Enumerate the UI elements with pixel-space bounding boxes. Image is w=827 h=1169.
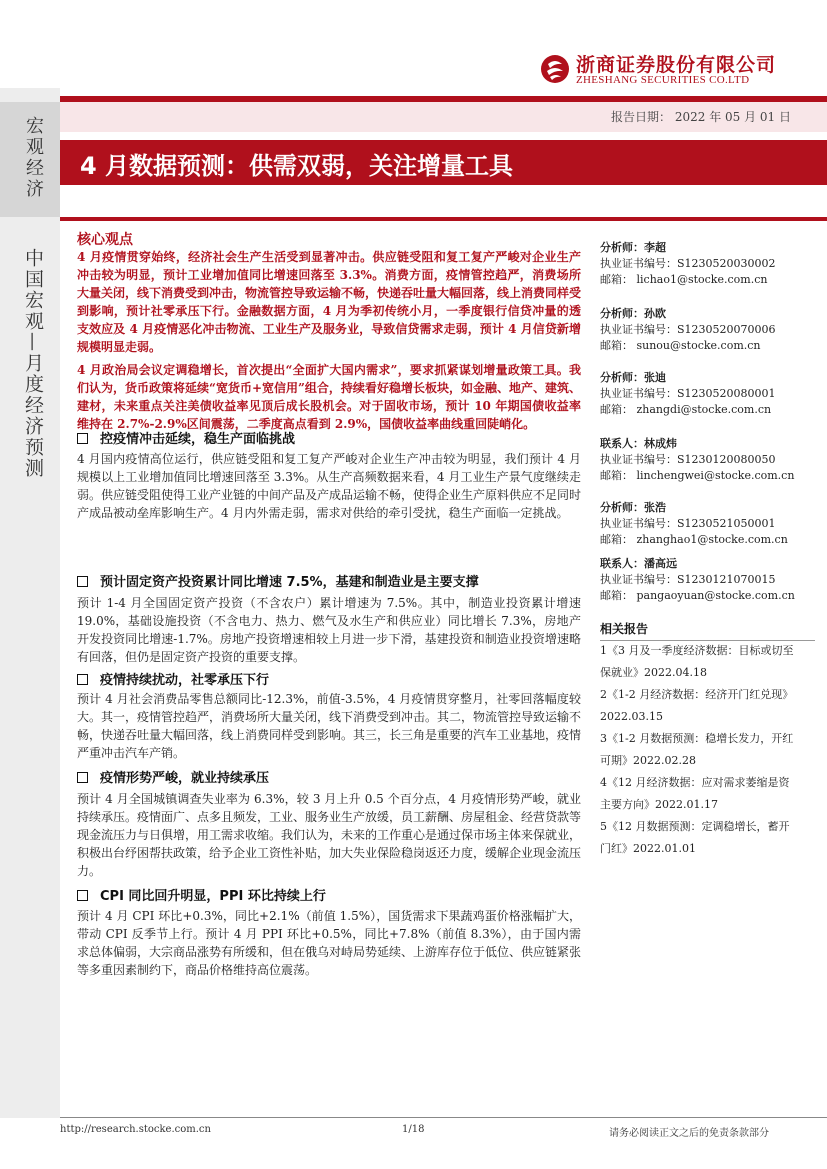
related-report-link[interactable]: 2《1-2 月经济数据：经济开门红兑现》2022.03.15 bbox=[600, 688, 794, 723]
section-body: 预计 4 月全国城镇调查失业率为 6.3%，较 3 月上升 0.5 个百分点，4 月疫情形势严峻，就业持续承压。疫情面广、点多且频发，工业、服务业生产放缓，员工薪酬、房屋租金、经营贷款等现金流压力与日俱增，用工需求收缩。我们认为，未来的工作重心是通过保市场主体来保就业，积极出台纾困帮扶政策，给予企业工资性补贴，加大失业保险稳岗返还力度，缓解企业现金流压力。 bbox=[77, 792, 582, 878]
analyst-card: 联系人：潘高远 执业证书编号：S1230121070015 邮箱： pangaoyuan@stocke.com.cn bbox=[600, 557, 795, 602]
section-title: CPI 同比回升明显，PPI 环比持续上行 bbox=[77, 885, 326, 904]
footer-divider bbox=[60, 1117, 827, 1118]
section-title: 控疫情冲击延续，稳生产面临挑战 bbox=[77, 428, 295, 447]
checkbox-bullet-icon bbox=[77, 674, 88, 685]
report-title: 4 月数据预测：供需双弱，关注增量工具 bbox=[80, 152, 514, 180]
section-title: 疫情持续扰动，社零承压下行 bbox=[77, 669, 269, 688]
checkbox-bullet-icon bbox=[77, 433, 88, 444]
analyst-card: 分析师：张浩 执业证书编号：S1230521050001 邮箱： zhanghao1@stocke.com.cn bbox=[600, 501, 788, 546]
analyst-card: 分析师：张迪 执业证书编号：S1230520080001 邮箱： zhangdi@stocke.com.cn bbox=[600, 371, 776, 416]
page-number: 1/18 bbox=[402, 1124, 425, 1135]
section-title: 预计固定资产投资累计同比增速 7.5%，基建和制造业是主要支撑 bbox=[77, 571, 479, 590]
report-date: 报告日期： 2022 年 05 月 01 日 bbox=[611, 110, 791, 124]
related-reports-heading: 相关报告 bbox=[600, 622, 649, 636]
analyst-card: 分析师：李超 执业证书编号：S1230520030002 邮箱： lichao1@stocke.com.cn bbox=[600, 241, 776, 286]
core-heading: 核心观点 bbox=[77, 232, 133, 248]
footer-disclaimer: 请务必阅读正文之后的免责条款部分 bbox=[609, 1128, 769, 1139]
related-report-link[interactable]: 5《12 月数据预测：定调稳增长，蓄开门红》2022.01.01 bbox=[600, 820, 790, 855]
related-report-link[interactable]: 1《3 月及一季度经济数据：目标或切至保就业》2022.04.18 bbox=[600, 644, 794, 679]
section-title: 疫情形势严峻，就业持续承压 bbox=[77, 767, 269, 786]
section-body: 预计 4 月社会消费品零售总额同比-12.3%，前值-3.5%，4 月疫情贯穿整月，社零回落幅度较大。其一，疫情管控趋严，消费场所大量关闭，线下消费受到冲击。其二，物流管控导致运输不畅，快递吞吐量大幅回落，线上消费同样受到影响。其三，长三角是重要的汽车工业基地，疫情严重冲击汽车产销。 bbox=[77, 692, 582, 760]
company-name-cn: 浙商证券股份有限公司 bbox=[576, 54, 777, 76]
company-logo-icon bbox=[540, 54, 570, 84]
title-underline bbox=[60, 217, 827, 221]
left-sidebar bbox=[0, 88, 60, 1118]
subcategory-label: 中国宏观—月度经济预测 bbox=[22, 248, 44, 479]
checkbox-bullet-icon bbox=[77, 576, 88, 587]
checkbox-bullet-icon bbox=[77, 772, 88, 783]
analyst-card: 分析师：孙欧 执业证书编号：S1230520070006 邮箱： sunou@stocke.com.cn bbox=[600, 307, 776, 352]
section-body: 预计 1-4 月全国固定资产投资（不含农户）累计增速为 7.5%。其中，制造业投资累计增速 19.0%，基础设施投资（不含电力、热力、燃气及水生产和供应业）同比增长 7.3%，房地产开发投资同比增速-1.7%。房地产投资增速相较上月进一步下滑，基建投资和制造业投资增速略有回落，但仍是固定资产投资的重要支撑。 bbox=[77, 596, 581, 664]
category-label: 宏观经济 bbox=[23, 116, 44, 200]
section-body: 4 月国内疫情高位运行，供应链受阻和复工复产严峻对企业生产冲击较为明显，我们预计 4 月规模以上工业增加值同比增速回落至 3.3%。从生产高频数据来看，4 月工业生产景气度继续走弱。供应链受阻使得工业产业链的中间产品及产成品运输不畅，使得企业生产原料供应不足同时产成品被动垒库影响生产。4 月内外需走弱，需求对供给的牵引受扰，稳生产面临一定挑战。 bbox=[77, 452, 582, 520]
related-report-link[interactable]: 4《12 月经济数据：应对需求萎缩是资主要方向》2022.01.17 bbox=[600, 776, 790, 811]
analyst-card: 联系人：林成炜 执业证书编号：S1230120080050 邮箱： linchengwei@stocke.com.cn bbox=[600, 437, 795, 482]
core-paragraph-1: 4 月疫情贯穿始终，经济社会生产生活受到显著冲击。供应链受阻和复工复产严峻对企业生产冲击较为明显，预计工业增加值同比增速回落至 3.3%。消费方面，疫情管控趋严，消费场所大量关闭，线下消费受到冲击，物流管控导致运输不畅，快递吞吐量大幅回落，线上消费同样受到影响，预计社零承压下行。金融数据方面，4 月为季初传统小月，一季度银行信贷冲量的透支效应及 4 月疫情恶化冲击物流、工业生产及服务业，导致信贷需求走弱，预计 4 月信贷新增规模明显走弱。 bbox=[77, 250, 582, 354]
checkbox-bullet-icon bbox=[77, 890, 88, 901]
section-body: 预计 4 月 CPI 环比+0.3%，同比+2.1%（前值 1.5%），国货需求下果蔬鸡蛋价格涨幅扩大，带动 CPI 反季节上行。预计 4 月 PPI 环比+0.5%，同比+7.8%（前值 8.3%），由于国内需求总体偏弱，大宗商品涨势有所缓和，但在俄乌对峙局势延续、上游库存位于低位、供应链紧张等多重因素制约下，商品价格维持高位震荡。 bbox=[77, 909, 582, 977]
footer-url[interactable]: http://research.stocke.com.cn bbox=[60, 1124, 211, 1135]
company-name-en: ZHESHANG SECURITIES CO.LTD bbox=[576, 74, 750, 86]
related-report-link[interactable]: 3《1-2 月数据预测：稳增长发力，开红可期》2022.02.28 bbox=[600, 732, 794, 767]
core-paragraph-2: 4 月政治局会议定调稳增长，首次提出“全面扩大国内需求”，要求抓紧谋划增量政策工具。我们认为，货币政策将延续“宽货币+宽信用”组合，持续看好稳增长板块，如金融、地产、建筑、建材，未来重点关注美债收益率见顶后成长股机会。对于固收市场，预计 10 年期国债收益率维持在 2.7%-2.9%区间震荡，二季度高点看到 2.9%，国债收益率曲线重回陡峭化。 bbox=[77, 363, 581, 431]
